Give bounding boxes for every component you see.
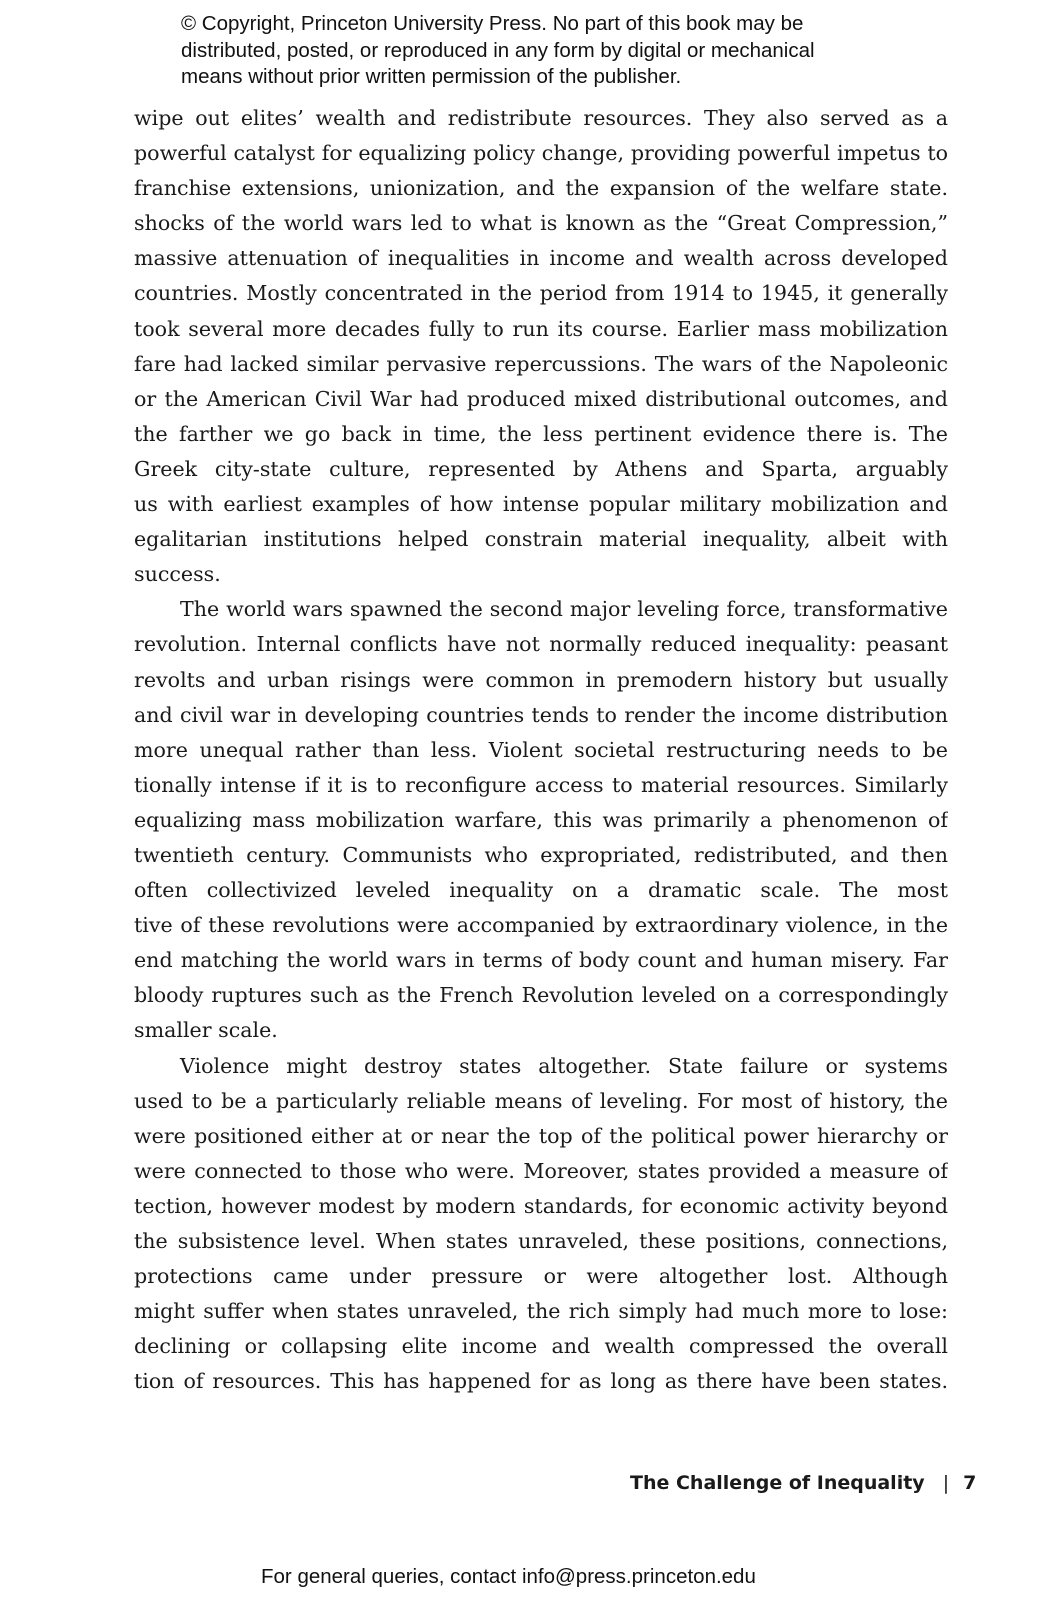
text-line: egalitarian institutions helped constrain material inequality, albeit with xyxy=(134,527,948,552)
text-line: tection, however modest by modern standards, for economic activity beyond xyxy=(134,1193,948,1218)
text-line: the farther we go back in time, the less pertinent evidence there is. The xyxy=(134,421,948,446)
text-line: the subsistence level. When states unraveled, these positions, connections, xyxy=(134,1229,948,1253)
text-line: often collectivized leveled inequality on a dramatic scale. The most xyxy=(134,878,948,903)
copyright-line: © Copyright, Princeton University Press. No part of this book may be xyxy=(181,12,804,35)
text-line: took several more decades fully to run its course. Earlier mass mobilization xyxy=(134,316,948,341)
text-line: The world wars spawned the second major leveling force, transformative xyxy=(180,597,948,622)
text-line: twentieth century. Communists who expropriated, redistributed, and then xyxy=(134,842,948,867)
text-line: were connected to those who were. Moreover, states provided a measure of xyxy=(134,1158,948,1183)
text-line: countries. Mostly concentrated in the period from 1914 to 1945, it generally xyxy=(134,281,948,306)
text-line: bloody ruptures such as the French Revolution leveled on a correspondingly xyxy=(134,983,948,1008)
text-line: success. xyxy=(134,562,221,587)
text-line: revolts and urban risings were common in premodern history but usually xyxy=(134,667,948,692)
paragraph xyxy=(134,101,948,592)
running-footer xyxy=(630,1472,977,1494)
copyright-notice xyxy=(181,11,921,91)
paragraph xyxy=(134,1049,948,1400)
text-line: used to be a particularly reliable means of leveling. For most of history, the xyxy=(134,1088,948,1113)
text-line: equalizing mass mobilization warfare, this was primarily a phenomenon of xyxy=(134,807,948,832)
text-line: fare had lacked similar pervasive repercussions. The wars of the Napoleonic xyxy=(134,351,948,376)
text-line: were positioned either at or near the top of the political power hierarchy or xyxy=(134,1123,948,1148)
contact-footer: For general queries, contact info@press.princeton.edu xyxy=(261,1565,756,1588)
text-line: end matching the world wars in terms of body count and human misery. Far xyxy=(134,948,948,973)
text-line: franchise extensions, unionization, and the expansion of the welfare state. xyxy=(134,176,948,201)
text-line: tion of resources. This has happened for as long as there have been states. xyxy=(134,1369,948,1394)
text-line: protections came under pressure or were altogether lost. Although xyxy=(134,1264,948,1289)
text-line: tive of these revolutions were accompanied by extraordinary violence, in the xyxy=(134,913,948,938)
text-line: and civil war in developing countries tends to render the income distribution xyxy=(134,702,948,727)
paragraph xyxy=(134,592,948,1048)
text-line: might suffer when states unraveled, the rich simply had much more to lose: xyxy=(134,1299,948,1324)
text-line: Greek city-state culture, represented by Athens and Sparta, arguably xyxy=(134,456,948,481)
text-line: more unequal rather than less. Violent societal restructuring needs to be xyxy=(134,737,948,762)
page-number: 7 xyxy=(963,1472,977,1494)
text-line: shocks of the world wars led to what is known as the “Great Compression,” xyxy=(134,211,948,236)
text-line: tionally intense if it is to reconfigure access to material resources. Similarly xyxy=(134,772,948,797)
text-line: or the American Civil War had produced mixed distributional outcomes, and xyxy=(134,386,948,411)
text-line: massive attenuation of inequalities in income and wealth across developed xyxy=(134,246,948,271)
book-title: The Challenge of Inequality xyxy=(630,1472,925,1494)
text-line: wipe out elites’ wealth and redistribute resources. They also served as a xyxy=(134,106,948,130)
copyright-line: distributed, posted, or reproduced in any form by digital or mechanical xyxy=(181,38,815,62)
copyright-line: means without prior written permission of the publisher. xyxy=(181,65,682,88)
text-line: us with earliest examples of how intense popular military mobilization and xyxy=(134,492,948,517)
body-text xyxy=(134,101,948,1399)
text-line: revolution. Internal conflicts have not normally reduced inequality: peasant xyxy=(134,632,948,657)
footer-separator: | xyxy=(942,1472,950,1494)
text-line: powerful catalyst for equalizing policy change, providing powerful impetus to xyxy=(134,141,948,166)
text-line: smaller scale. xyxy=(134,1018,278,1043)
text-line: Violence might destroy states altogether. State failure or systems xyxy=(180,1053,948,1078)
text-line: declining or collapsing elite income and wealth compressed the overall xyxy=(134,1334,948,1359)
